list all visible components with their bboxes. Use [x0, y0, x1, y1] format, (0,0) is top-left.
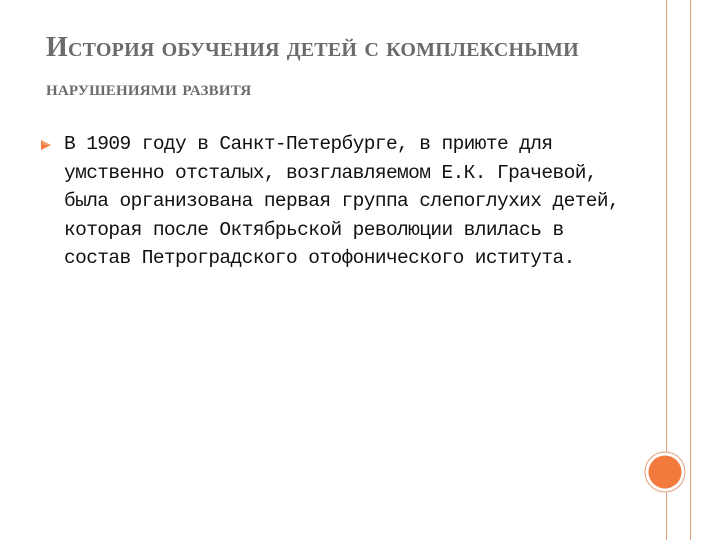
bullet-item [40, 130, 620, 273]
orange-circle-decoration-icon [644, 451, 686, 493]
slide-content [40, 130, 620, 273]
orange-triangle-bullet-icon [40, 139, 52, 151]
bullet-text: В 1909 году в Санкт-Петербурге, в приюте для умственно отсталых, возглавляемом Е.К. Грачевой, была организована первая группа слепоглухих детей, которая после Октябрьской революции влилась в состав Петроградского отофонического иститута. [64, 133, 620, 269]
title-line-1: История обучения детей с комплексными [46, 32, 579, 63]
frame-line-right [690, 0, 691, 540]
title-line-2: нарушениями развитя [46, 76, 252, 100]
slide-title [46, 28, 666, 108]
